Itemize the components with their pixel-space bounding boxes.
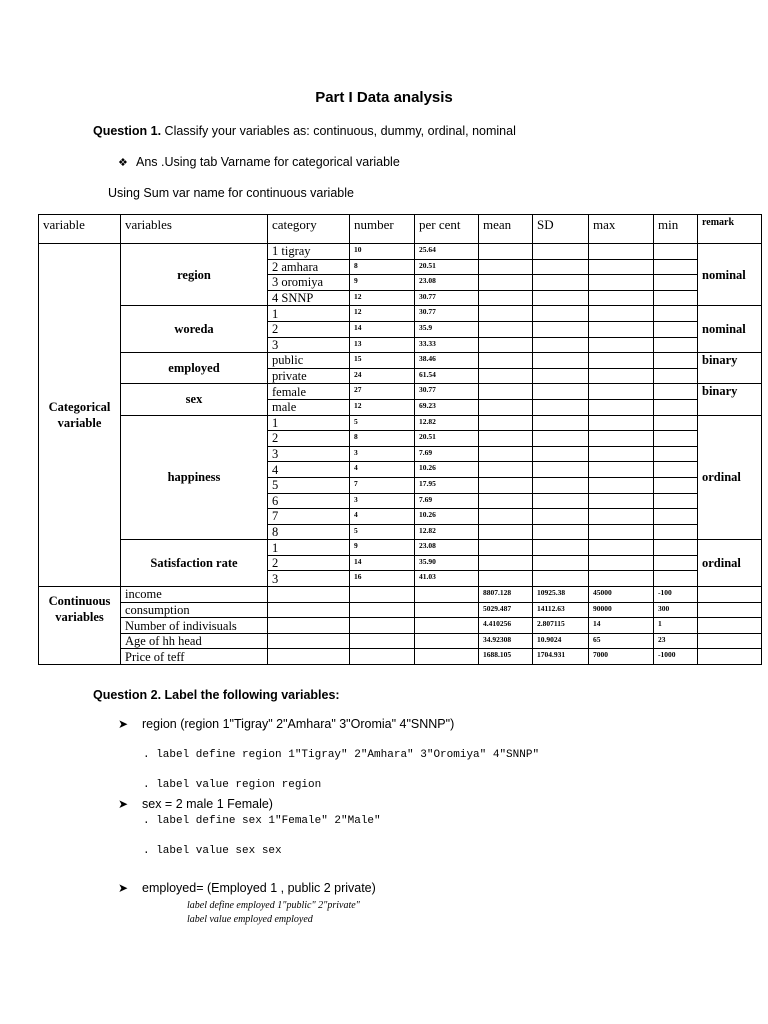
number-cell: 10: [350, 244, 415, 260]
category-cell: 3: [268, 446, 350, 462]
sd-cell: 2.807115: [533, 618, 589, 634]
category-cell: 1 tigray: [268, 244, 350, 260]
variable-name: region: [121, 244, 268, 306]
mean-cell: [479, 259, 533, 275]
question-1-text: Classify your variables as: continuous, dummy, ordinal, nominal: [161, 124, 516, 138]
min-cell: [654, 368, 698, 384]
min-cell: [654, 446, 698, 462]
number-cell: [350, 618, 415, 634]
percent-cell: 7.69: [415, 446, 479, 462]
mean-cell: [479, 493, 533, 509]
max-cell: [589, 493, 654, 509]
variable-name: woreda: [121, 306, 268, 353]
question-1: [93, 124, 516, 138]
category-cell: female: [268, 384, 350, 400]
group-label-categorical: Categorical variable: [39, 244, 121, 587]
number-cell: 12: [350, 399, 415, 415]
min-cell: 1: [654, 618, 698, 634]
variable-name: happiness: [121, 415, 268, 540]
sd-cell: [533, 399, 589, 415]
percent-cell: 41.03: [415, 571, 479, 587]
continuous-variable-name: income: [121, 587, 268, 603]
page-title: Part I Data analysis: [315, 89, 453, 106]
number-cell: 15: [350, 353, 415, 369]
mean-cell: [479, 540, 533, 556]
number-cell: 13: [350, 337, 415, 353]
mean-cell: [479, 275, 533, 291]
max-cell: [589, 368, 654, 384]
employed-code-2: label value employed employed: [187, 914, 313, 925]
remark-cell: [698, 633, 762, 649]
sd-cell: [533, 290, 589, 306]
category-cell: private: [268, 368, 350, 384]
remark-cell: [698, 602, 762, 618]
region-code-2: . label value region region: [143, 779, 322, 791]
percent-cell: [415, 649, 479, 665]
percent-cell: [415, 618, 479, 634]
arrow-bullet-icon: ➤: [118, 881, 129, 895]
percent-cell: 12.82: [415, 524, 479, 540]
category-cell: 2: [268, 555, 350, 571]
sd-cell: [533, 384, 589, 400]
mean-cell: 1688.105: [479, 649, 533, 665]
mean-cell: [479, 353, 533, 369]
number-cell: 8: [350, 431, 415, 447]
min-cell: [654, 555, 698, 571]
max-cell: 7000: [589, 649, 654, 665]
number-cell: 4: [350, 462, 415, 478]
number-cell: 3: [350, 493, 415, 509]
sd-cell: [533, 337, 589, 353]
percent-cell: [415, 587, 479, 603]
mean-cell: [479, 321, 533, 337]
number-cell: 7: [350, 477, 415, 493]
mean-cell: 34.92308: [479, 633, 533, 649]
col-header: per cent: [415, 215, 479, 244]
max-cell: [589, 353, 654, 369]
sd-cell: 10925.38: [533, 587, 589, 603]
category-cell: [268, 587, 350, 603]
remark-cell: nominal: [698, 306, 762, 353]
percent-cell: 17.95: [415, 477, 479, 493]
min-cell: [654, 431, 698, 447]
max-cell: 90000: [589, 602, 654, 618]
continuous-variable-name: Price of teff: [121, 649, 268, 665]
category-cell: 2: [268, 321, 350, 337]
region-bullet: [118, 717, 454, 731]
max-cell: [589, 509, 654, 525]
min-cell: [654, 259, 698, 275]
min-cell: [654, 337, 698, 353]
percent-cell: 23.08: [415, 275, 479, 291]
mean-cell: [479, 477, 533, 493]
category-cell: 4 SNNP: [268, 290, 350, 306]
min-cell: 300: [654, 602, 698, 618]
percent-cell: 20.51: [415, 431, 479, 447]
sd-cell: [533, 259, 589, 275]
max-cell: [589, 415, 654, 431]
min-cell: [654, 415, 698, 431]
percent-cell: 30.77: [415, 384, 479, 400]
percent-cell: 20.51: [415, 259, 479, 275]
min-cell: [654, 290, 698, 306]
category-cell: 2 amhara: [268, 259, 350, 275]
mean-cell: 5029.487: [479, 602, 533, 618]
continuous-variable-name: consumption: [121, 602, 268, 618]
mean-cell: [479, 431, 533, 447]
sd-cell: [533, 353, 589, 369]
category-cell: [268, 602, 350, 618]
table-row: [39, 384, 762, 400]
min-cell: [654, 571, 698, 587]
max-cell: [589, 399, 654, 415]
sd-cell: [533, 446, 589, 462]
data-table: [38, 214, 762, 665]
sd-cell: [533, 306, 589, 322]
number-cell: [350, 587, 415, 603]
category-cell: 1: [268, 540, 350, 556]
col-header: variable: [39, 215, 121, 244]
percent-cell: 35.9: [415, 321, 479, 337]
category-cell: 2: [268, 431, 350, 447]
category-cell: [268, 618, 350, 634]
percent-cell: [415, 602, 479, 618]
percent-cell: 25.64: [415, 244, 479, 260]
category-cell: 5: [268, 477, 350, 493]
remark-cell: [698, 649, 762, 665]
mean-cell: [479, 571, 533, 587]
using-line: Using Sum var name for continuous variable: [108, 186, 354, 200]
min-cell: [654, 524, 698, 540]
question-2: Question 2. Label the following variables:: [93, 688, 340, 702]
table-row: [39, 633, 762, 649]
sd-cell: [533, 571, 589, 587]
number-cell: 5: [350, 415, 415, 431]
min-cell: [654, 509, 698, 525]
number-cell: 27: [350, 384, 415, 400]
max-cell: [589, 275, 654, 291]
mean-cell: [479, 399, 533, 415]
table-row: [39, 649, 762, 665]
number-cell: 14: [350, 321, 415, 337]
remark-cell: ordinal: [698, 540, 762, 587]
min-cell: [654, 321, 698, 337]
percent-cell: 61.54: [415, 368, 479, 384]
col-header: min: [654, 215, 698, 244]
max-cell: 65: [589, 633, 654, 649]
sd-cell: [533, 275, 589, 291]
max-cell: [589, 555, 654, 571]
mean-cell: [479, 446, 533, 462]
table-row: [39, 306, 762, 322]
min-cell: -100: [654, 587, 698, 603]
answer-text: Ans .Using tab Varname for categorical variable: [136, 155, 400, 169]
category-cell: 7: [268, 509, 350, 525]
min-cell: [654, 244, 698, 260]
sd-cell: [533, 244, 589, 260]
percent-cell: 30.77: [415, 306, 479, 322]
col-header: remark: [698, 215, 762, 244]
percent-cell: 38.46: [415, 353, 479, 369]
max-cell: [589, 337, 654, 353]
sd-cell: [533, 555, 589, 571]
col-header: SD: [533, 215, 589, 244]
max-cell: [589, 477, 654, 493]
number-cell: [350, 633, 415, 649]
sd-cell: [533, 524, 589, 540]
max-cell: [589, 431, 654, 447]
percent-cell: 7.69: [415, 493, 479, 509]
number-cell: 4: [350, 509, 415, 525]
max-cell: 14: [589, 618, 654, 634]
min-cell: [654, 399, 698, 415]
sd-cell: [533, 477, 589, 493]
table-row: [39, 587, 762, 603]
number-cell: 12: [350, 290, 415, 306]
table-row: [39, 602, 762, 618]
table-row: [39, 540, 762, 556]
variable-name: sex: [121, 384, 268, 415]
min-cell: -1000: [654, 649, 698, 665]
max-cell: [589, 462, 654, 478]
percent-cell: 10.26: [415, 509, 479, 525]
min-cell: [654, 540, 698, 556]
max-cell: [589, 244, 654, 260]
col-header: variables: [121, 215, 268, 244]
number-cell: 5: [350, 524, 415, 540]
sd-cell: [533, 493, 589, 509]
mean-cell: 4.410256: [479, 618, 533, 634]
number-cell: [350, 602, 415, 618]
answer-line: [118, 155, 400, 169]
category-cell: 1: [268, 415, 350, 431]
category-cell: [268, 649, 350, 665]
sd-cell: 10.9024: [533, 633, 589, 649]
min-cell: [654, 306, 698, 322]
diamond-bullet-icon: ❖: [118, 157, 128, 169]
max-cell: [589, 524, 654, 540]
sd-cell: 14112.63: [533, 602, 589, 618]
sd-cell: [533, 509, 589, 525]
number-cell: 3: [350, 446, 415, 462]
min-cell: [654, 353, 698, 369]
percent-cell: 10.26: [415, 462, 479, 478]
variable-name: employed: [121, 353, 268, 384]
sd-cell: [533, 368, 589, 384]
remark-cell: ordinal: [698, 415, 762, 540]
table-row: [39, 353, 762, 369]
mean-cell: [479, 337, 533, 353]
min-cell: [654, 275, 698, 291]
number-cell: 9: [350, 275, 415, 291]
category-cell: male: [268, 399, 350, 415]
mean-cell: [479, 462, 533, 478]
category-cell: public: [268, 353, 350, 369]
min-cell: [654, 462, 698, 478]
region-bullet-text: region (region 1"Tigray" 2"Amhara" 3"Oromia" 4"SNNP"): [142, 717, 455, 731]
category-cell: 6: [268, 493, 350, 509]
sd-cell: [533, 415, 589, 431]
sex-code-1: . label define sex 1"Female" 2"Male": [143, 815, 381, 827]
mean-cell: [479, 244, 533, 260]
max-cell: [589, 384, 654, 400]
mean-cell: [479, 290, 533, 306]
mean-cell: [479, 555, 533, 571]
arrow-bullet-icon: ➤: [118, 717, 129, 731]
number-cell: 16: [350, 571, 415, 587]
number-cell: 9: [350, 540, 415, 556]
table-row: [39, 618, 762, 634]
mean-cell: [479, 415, 533, 431]
category-cell: 8: [268, 524, 350, 540]
sex-bullet-text: sex = 2 male 1 Female): [142, 797, 273, 811]
number-cell: 14: [350, 555, 415, 571]
mean-cell: 8807.128: [479, 587, 533, 603]
table-row: [39, 244, 762, 260]
max-cell: [589, 259, 654, 275]
group-label-continuous: Continuous variables: [39, 587, 121, 665]
category-cell: [268, 633, 350, 649]
remark-cell: nominal: [698, 244, 762, 306]
category-cell: 4: [268, 462, 350, 478]
continuous-variable-name: Number of indivisuals: [121, 618, 268, 634]
variable-name: Satisfaction rate: [121, 540, 268, 587]
col-header: category: [268, 215, 350, 244]
category-cell: 3 oromiya: [268, 275, 350, 291]
col-header: mean: [479, 215, 533, 244]
sex-bullet: [118, 797, 273, 811]
sd-cell: [533, 321, 589, 337]
category-cell: 3: [268, 571, 350, 587]
employed-bullet-text: employed= (Employed 1 , public 2 private): [142, 881, 376, 895]
max-cell: [589, 321, 654, 337]
mean-cell: [479, 384, 533, 400]
min-cell: [654, 493, 698, 509]
sd-cell: [533, 462, 589, 478]
number-cell: 8: [350, 259, 415, 275]
mean-cell: [479, 524, 533, 540]
percent-cell: 33.33: [415, 337, 479, 353]
min-cell: 23: [654, 633, 698, 649]
remark-cell: [698, 618, 762, 634]
sd-cell: 1704.931: [533, 649, 589, 665]
category-cell: 1: [268, 306, 350, 322]
remark-cell: binary: [698, 384, 762, 415]
table-header-row: [39, 215, 762, 244]
min-cell: [654, 477, 698, 493]
percent-cell: 30.77: [415, 290, 479, 306]
max-cell: [589, 446, 654, 462]
question-1-label: Question 1.: [93, 124, 162, 138]
region-code-1: . label define region 1"Tigray" 2"Amhara" 3"Oromiya" 4"SNNP": [143, 749, 540, 761]
percent-cell: 12.82: [415, 415, 479, 431]
max-cell: 45000: [589, 587, 654, 603]
max-cell: [589, 571, 654, 587]
mean-cell: [479, 509, 533, 525]
remark-cell: binary: [698, 353, 762, 384]
sd-cell: [533, 540, 589, 556]
min-cell: [654, 384, 698, 400]
max-cell: [589, 540, 654, 556]
percent-cell: 35.90: [415, 555, 479, 571]
mean-cell: [479, 306, 533, 322]
col-header: number: [350, 215, 415, 244]
employed-code-1: label define employed 1"public" 2"private": [187, 900, 360, 911]
max-cell: [589, 290, 654, 306]
arrow-bullet-icon: ➤: [118, 797, 129, 811]
continuous-variable-name: Age of hh head: [121, 633, 268, 649]
sd-cell: [533, 431, 589, 447]
percent-cell: [415, 633, 479, 649]
max-cell: [589, 306, 654, 322]
category-cell: 3: [268, 337, 350, 353]
percent-cell: 69.23: [415, 399, 479, 415]
number-cell: 12: [350, 306, 415, 322]
sex-code-2: . label value sex sex: [143, 845, 282, 857]
percent-cell: 23.08: [415, 540, 479, 556]
table-row: [39, 415, 762, 431]
col-header: max: [589, 215, 654, 244]
remark-cell: [698, 587, 762, 603]
employed-bullet: [118, 881, 376, 895]
number-cell: 24: [350, 368, 415, 384]
mean-cell: [479, 368, 533, 384]
number-cell: [350, 649, 415, 665]
